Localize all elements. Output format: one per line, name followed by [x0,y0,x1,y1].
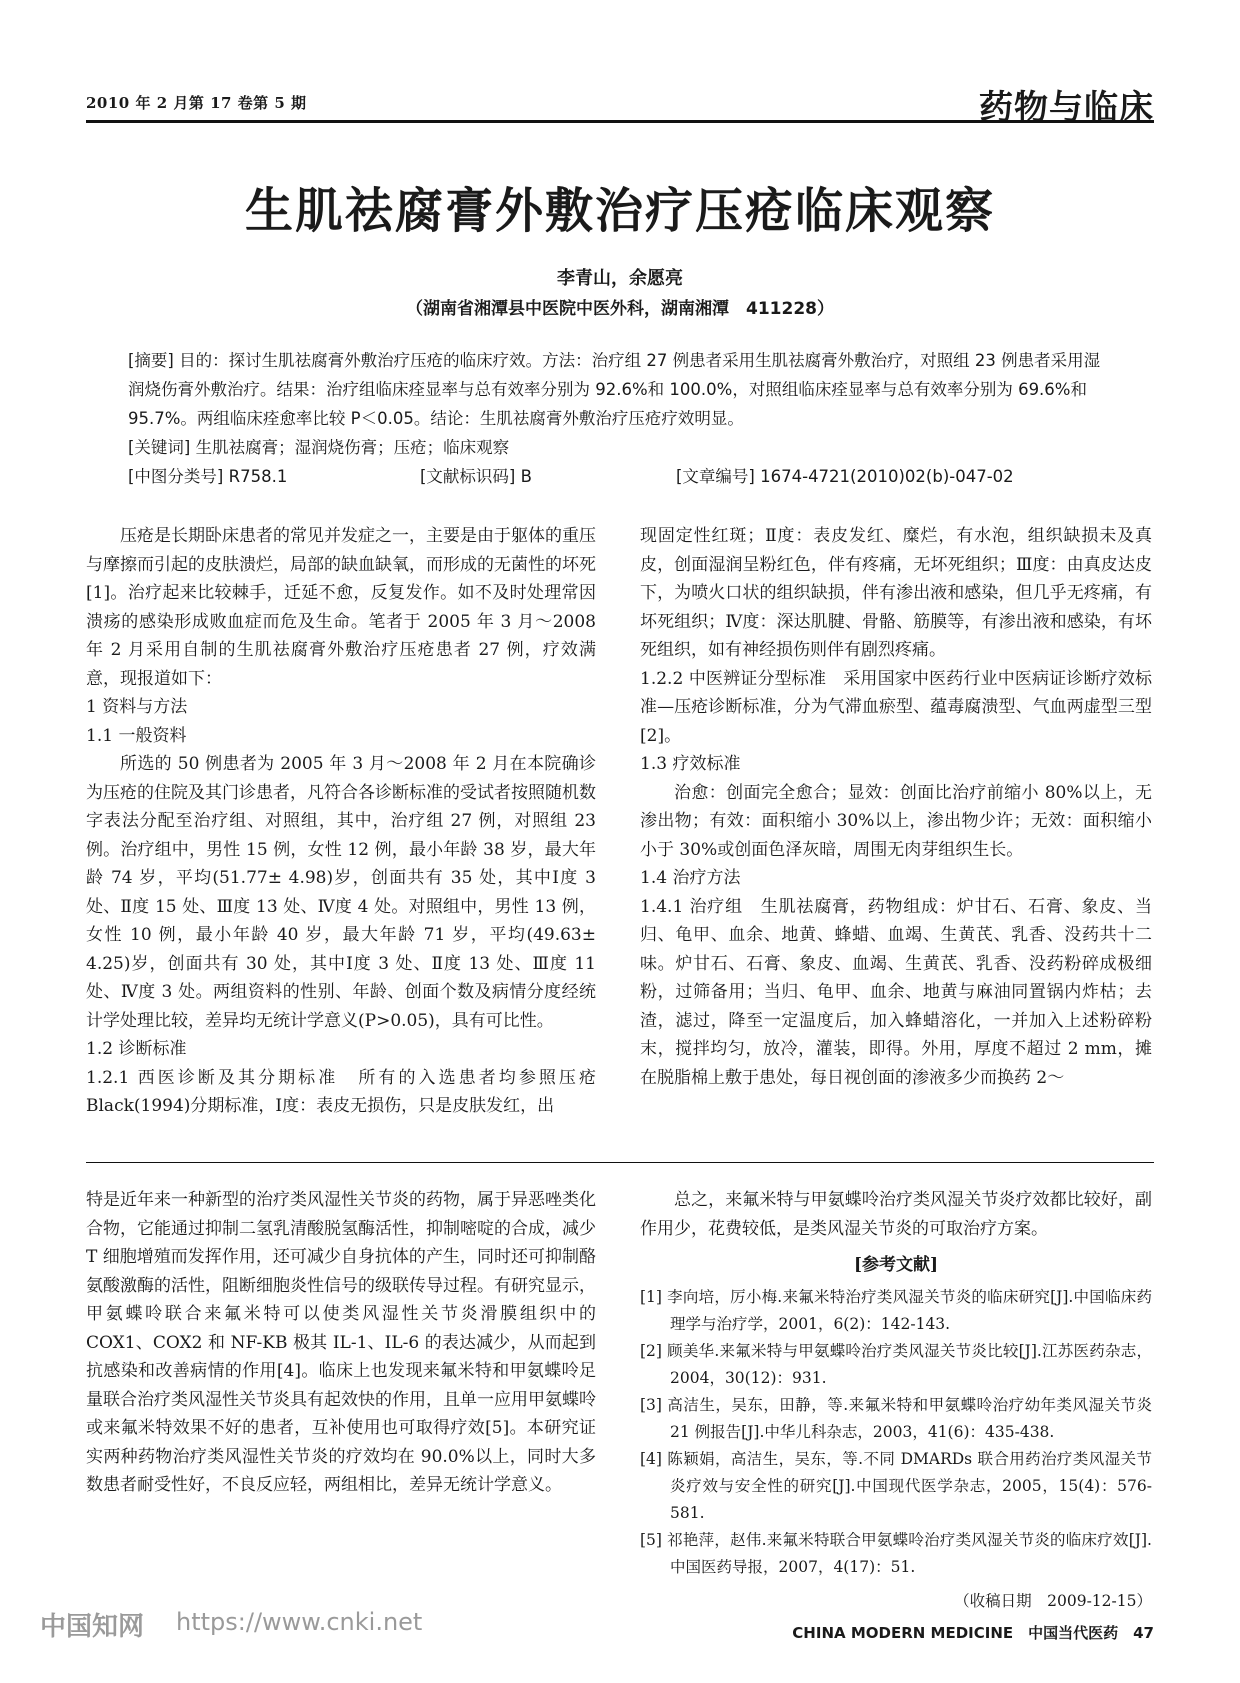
cnki-logo: 中国知网 [40,1612,145,1642]
section-heading: 1.4 治疗方法 [640,868,741,888]
received-date: （收稿日期 2009-12-15） [954,1591,1152,1610]
paragraph: 特是近年来一种新型的治疗类风湿性关节炎的药物，属于异恶唑类化合物，它能通过抑制二氢乳清酸脱氢酶活性，抑制嘧啶的合成，减少 T 细胞增殖而发挥作用，还可减少自身抗体的产生，同时还可抑制酪氨酸激酶的活性，阻断细胞炎性信号的级联传导过程。有研究显示，甲氨蝶呤联合来氟米特可以使类风湿性关节炎滑膜组织中的 COX1、COX2 和 NF-KB 极其 IL-1、IL-6 的表达减少，从而起到抗感染和改善病情的作用[4]。临床上也发现来氟米特和甲氨蝶呤足量联合治疗类风湿性关节炎具有起效快的作用，且单一应用甲氨蝶呤或来氟米特效果不好的患者，互补使用也可取得疗效[5]。本研究证实两种药物治疗类风湿性关节炎的疗效均在 90.0%以上，同时大多数患者耐受性好，不良反应轻，两组相比，差异无统计学意义。 [86,1190,596,1495]
paragraph: 1.4.1 治疗组 生肌祛腐膏，药物组成：炉甘石、石膏、象皮、当归、龟甲、血余、地黄、蜂蜡、血竭、生黄芪、乳香、没药共十二味。炉甘石、石膏、象皮、血竭、生黄芪、乳香、没药粉碎成极细粉，过筛备用；当归、龟甲、血余、地黄与麻油同置锅内炸枯；去渣，滤过，降至一定温度后，加入蜂蜡溶化，一并加入上述粉碎粉末，搅拌均匀，放冷，灌装，即得。外用，厚度不超过 2 mm，摊在脱脂棉上敷于患处，每日视创面的渗液多少而换药 2～ [640,896,1152,1088]
abstract-text: [摘要] 目的：探讨生肌祛腐膏外敷治疗压疮的临床疗效。方法：治疗组 27 例患者采用生肌祛腐膏外敷治疗，对照组 23 例患者采用湿润烧伤膏外敷治疗。结果：治疗组临床痊显率与总有效率分别为 92.6%和 100.0%，对照组临床痊显率与总有效率分别为 69.6%和 95.7%。两组临床痊愈率比较 P＜0.05。结论：生肌祛腐膏外敷治疗压疮疗效明显。 [128,351,1101,428]
header-rule [86,120,1154,123]
paragraph: 治愈：创面完全愈合；显效：创面比治疗前缩小 80%以上，无渗出物；有效：面积缩小 30%以上，渗出物少许；无效：面积缩小小于 30%或创面色泽灰暗，周围无肉芽组织生长。 [640,782,1152,860]
article-number: [文章编号] 1674-4721(2010)02(b)-047-02 [676,467,1014,486]
article-title: 生肌祛腐膏外敷治疗压疮临床观察 [244,183,995,239]
reference-item: [5] 祁艳萍，赵伟.来氟米特联合甲氨蝶呤治疗类风湿关节炎的临床疗效[J].中国医药导报，2007，4(17)：51. [640,1530,1152,1576]
reference-item: [4] 陈颖娟，高洁生，吴东，等.不同 DMARDs 联合用药治疗类风湿关节炎疗效与安全性的研究[J].中国现代医学杂志，2005，15(4)：576-581. [640,1449,1152,1522]
body-column-right [640,522,1152,1092]
paragraph: 所选的 50 例患者为 2005 年 3 月～2008 年 2 月在本院确诊为压疮的住院及其门诊患者，凡符合各诊断标准的受试者按照随机数字表法分配至治疗组、对照组，其中，治疗组 27 例，对照组 23 例。治疗组中，男性 15 例，女性 12 例，最小年龄 38 岁，最大年龄 74 岁，平均(51.77± 4.98)岁，创面共有 35 处，其中Ⅰ度 3 处、Ⅱ度 15 处、Ⅲ度 13 处、Ⅳ度 4 处。对照组中，男性 13 例，女性 10 例，最小年龄 40 岁，最大年龄 71 岁，平均(49.63± 4.25)岁，创面共有 30 处，其中Ⅰ度 3 处、Ⅱ度 13 处、Ⅲ度 11 处、Ⅳ度 3 处。两组资料的性别、年龄、创面个数及病情分度经统计学处理比较，差异均无统计学意义(P>0.05)，具有可比性。 [86,754,596,1031]
section-title: 药物与临床 [979,88,1154,128]
reference-item: [3] 高洁生，吴东，田静，等.来氟米特和甲氨蝶呤治疗幼年类风湿关节炎 21 例报告[J].中华儿科杂志，2003，41(6)：435-438. [640,1395,1152,1441]
paragraph: 现固定性红斑；Ⅱ度：表皮发红、糜烂，有水泡，组织缺损未及真皮，创面湿润呈粉红色，伴有疼痛，无坏死组织；Ⅲ度：由真皮达皮下，为喷火口状的组织缺损，伴有渗出液和感染，但几乎无疼痛，有坏死组织；Ⅳ度：深达肌腱、骨骼、筋膜等，有渗出液和感染，有坏死组织，如有神经损伤则伴有剧烈疼痛。 [640,526,1152,660]
other-article-right [640,1186,1152,1615]
journal-footer: CHINA MODERN MEDICINE 中国当代医药 47 [792,1624,1154,1642]
section-heading: 1.1 一般资料 [86,725,187,746]
section-heading: 1.2 诊断标准 [86,1039,187,1059]
classification-row [128,462,1112,491]
other-article-left [86,1186,596,1500]
article-affiliation: （湖南省湘潭县中医院中医外科，湖南湘潭 411228） [406,299,834,319]
cnki-url[interactable]: https://www.cnki.net [176,1608,423,1636]
clc-number: [中图分类号] R758.1 [128,467,288,486]
references-heading: [参考文献] [853,1255,939,1275]
section-heading: 1.3 疗效标准 [640,754,741,774]
keywords: [关键词] 生肌祛腐膏；湿润烧伤膏；压疮；临床观察 [128,438,510,457]
document-code: [文献标识码] B [420,467,532,486]
article-separator [86,1162,1154,1163]
conclusion-paragraph: 总之，来氟米特与甲氨蝶呤治疗类风湿关节炎疗效都比较好，副作用少，花费较低，是类风湿关节炎的可取治疗方案。 [640,1190,1152,1239]
paragraph: 压疮是长期卧床患者的常见并发症之一，主要是由于躯体的重压与摩擦而引起的皮肤溃烂，局部的缺血缺氧，而形成的无菌性的坏死[1]。治疗起来比较棘手，迁延不愈，反复发作。如不及时处理常因溃疡的感染形成败血症而危及生命。笔者于 2005 年 3 月～2008 年 2 月采用自制的生肌祛腐膏外敷治疗压疮患者 27 例，疗效满意，现报道如下： [86,526,596,689]
section-heading: 1 资料与方法 [86,697,188,717]
paragraph: 1.2.1 西医诊断及其分期标准 所有的入选患者均参照压疮 Black(1994)分期标准，Ⅰ度：表皮无损伤，只是皮肤发红，出 [86,1067,596,1116]
article-authors: 李青山，余愿亮 [557,268,683,289]
abstract-block [128,346,1112,491]
body-column-left [86,522,596,1121]
reference-item: [1] 李向培，厉小梅.来氟米特治疗类风湿关节炎的临床研究[J].中国临床药理学与治疗学，2001，6(2)：142-143. [640,1287,1152,1333]
reference-item: [2] 顾美华.来氟米特与甲氨蝶呤治疗类风湿关节炎比较[J].江苏医药杂志，2004，30(12)：931. [640,1341,1152,1387]
issue-info: 2010 年 2 月第 17 卷第 5 期 [86,94,307,112]
paragraph: 1.2.2 中医辨证分型标准 采用国家中医药行业中医病证诊断疗效标准—压疮诊断标准，分为气滞血瘀型、蕴毒腐溃型、气血两虚型三型[2]。 [640,668,1152,746]
